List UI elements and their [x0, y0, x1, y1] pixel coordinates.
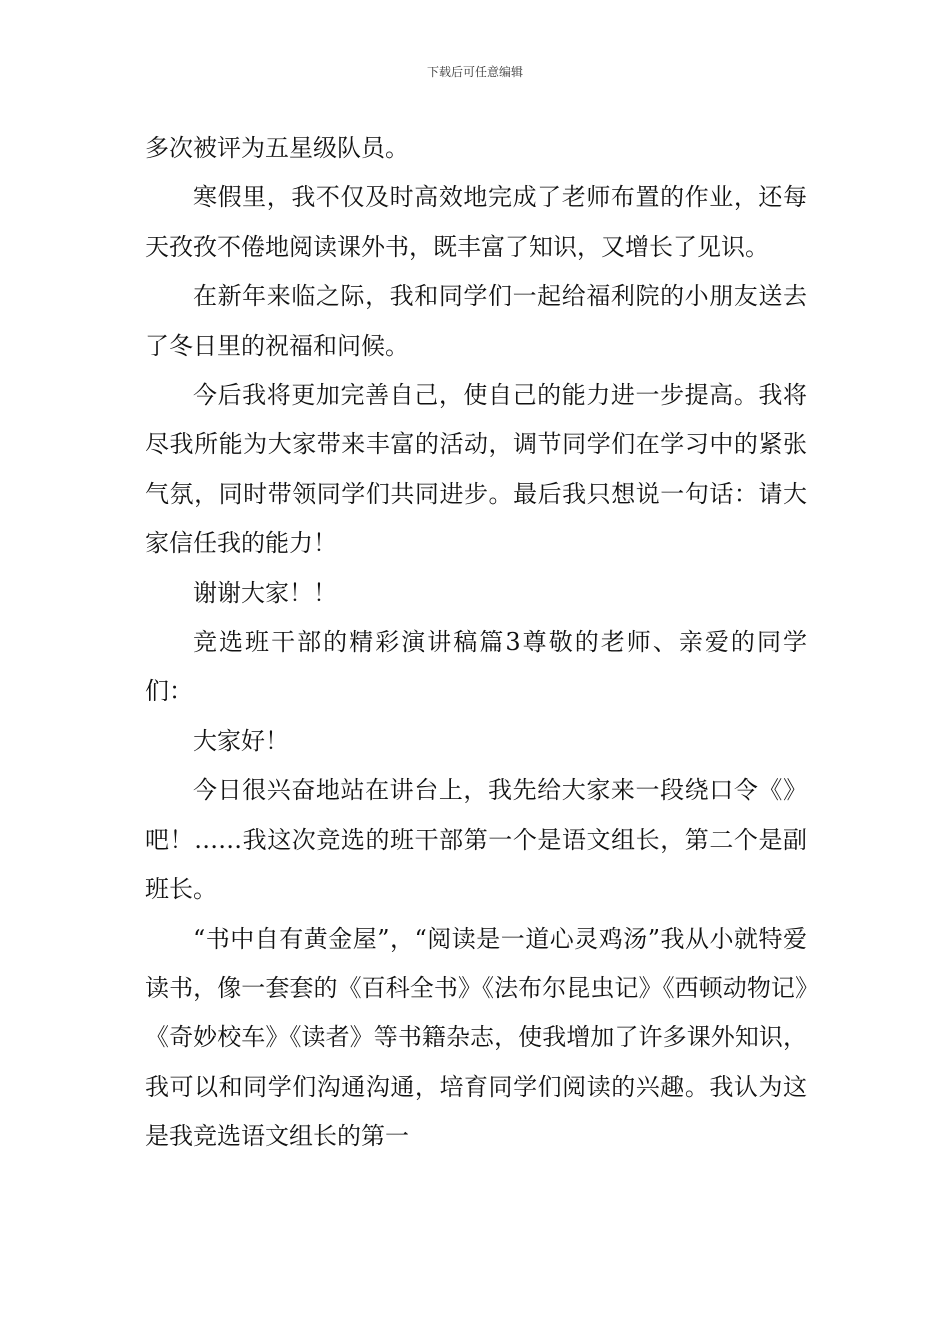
paragraph: 大家好！ — [193, 726, 289, 755]
document-body — [145, 124, 807, 1162]
paragraph: 今日很兴奋地站在讲台上，我先给大家来一段绕口令《》吧！……我这次竞选的班干部第一个是语文组长，第二个是副班长。 — [145, 776, 807, 904]
page-header: 下载后可任意编辑 — [426, 65, 523, 79]
section-heading-paragraph: 竞选班干部的精彩演讲稿篇3尊敬的老师、亲爱的同学们： — [145, 628, 807, 706]
paragraph: “书中自有黄金屋”，“阅读是一道心灵鸡汤”我从小就特爱读书，像一套套的《百科全书》《法布尔昆虫记》《西顿动物记》《奇妙校车》《读者》等书籍杂志，使我增加了许多课外知识，我可以和同学们沟通沟通，培育同学们阅读的兴趣。我认为这是我竞选语文组长的第一 — [145, 924, 807, 1151]
paragraph: 寒假里，我不仅及时高效地完成了老师布置的作业，还每天孜孜不倦地阅读课外书，既丰富了知识，又增长了见识。 — [145, 183, 807, 261]
paragraph: 在新年来临之际，我和同学们一起给福利院的小朋友送去了冬日里的祝福和问候。 — [145, 282, 807, 360]
paragraph: 谢谢大家！！ — [193, 578, 337, 607]
paragraph: 今后我将更加完善自己，使自己的能力进一步提高。我将尽我所能为大家带来丰富的活动，调节同学们在学习中的紧张气氛，同时带领同学们共同进步。最后我只想说一句话：请大家信任我的能力！ — [145, 381, 807, 558]
paragraph: 多次被评为五星级队员。 — [145, 134, 409, 162]
